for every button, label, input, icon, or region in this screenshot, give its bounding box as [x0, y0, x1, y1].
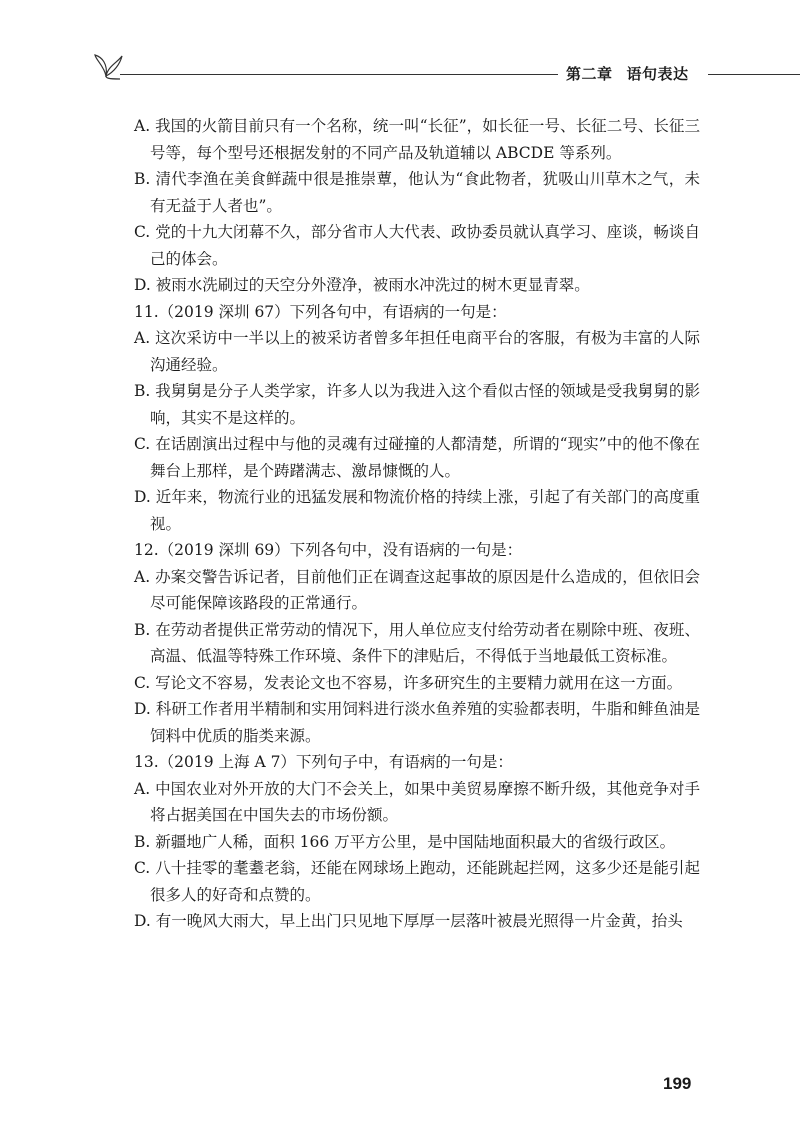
section-title: 语句表达 — [626, 65, 689, 83]
page-header — [0, 52, 800, 92]
option-item: A. 我国的火箭目前只有一个名称，统一叫“长征”，如长征一号、长征二号、长征三号等，每个型号还根据发射的不同产品及轨道辅以 ABCDE 等系列。 — [134, 117, 700, 162]
question-stem: 12.（2019 深圳 69）下列各句中，没有语病的一句是： — [134, 541, 523, 559]
leaf-sprout-icon — [92, 52, 132, 82]
page-content — [134, 113, 700, 935]
option-item: D. 科研工作者用半精制和实用饲料进行淡水鱼养殖的实验都表明，牛脂和鲱鱼油是饲料中优质的脂类来源。 — [134, 700, 700, 745]
option-item: B. 我舅舅是分子人类学家，许多人以为我进入这个看似古怪的领域是受我舅舅的影响，其实不是这样的。 — [134, 382, 700, 427]
option-item: D. 被雨水洗刷过的天空分外澄净，被雨水冲洗过的树木更显青翠。 — [134, 276, 590, 294]
option-item: C. 在话剧演出过程中与他的灵魂有过碰撞的人都清楚，所谓的“现实”中的他不像在舞台上那样，是个踌躇满志、激昂慷慨的人。 — [134, 435, 700, 480]
option-item: C. 八十挂零的耄耋老翁，还能在网球场上跑动，还能跳起拦网，这多少还是能引起很多人的好奇和点赞的。 — [134, 859, 700, 904]
option-item: C. 写论文不容易，发表论文也不容易，许多研究生的主要精力就用在这一方面。 — [134, 673, 683, 692]
header-rule-left — [120, 74, 558, 75]
page-number: 199 — [663, 1074, 692, 1093]
option-item: A. 这次采访中一半以上的被采访者曾多年担任电商平台的客服，有极为丰富的人际沟通经验。 — [134, 329, 700, 374]
option-item: D. 有一晚风大雨大，早上出门只见地下厚厚一层落叶被晨光照得一片金黄，抬头 — [134, 912, 683, 930]
option-item: A. 办案交警告诉记者，目前他们正在调查这起事故的原因是什么造成的，但依旧会尽可能保障该路段的正常通行。 — [134, 567, 700, 612]
header-rule-right — [708, 74, 800, 75]
option-item: D. 近年来，物流行业的迅猛发展和物流价格的持续上涨，引起了有关部门的高度重视。 — [134, 488, 700, 533]
option-item: B. 在劳动者提供正常劳动的情况下，用人单位应支付给劳动者在剔除中班、夜班、高温、低温等特殊工作环境、条件下的津贴后，不得低于当地最低工资标准。 — [134, 620, 700, 665]
chapter-number: 第二章 — [566, 65, 613, 83]
chapter-title — [566, 63, 689, 84]
question-stem: 11.（2019 深圳 67）下列各句中，有语病的一句是： — [134, 302, 507, 321]
option-item: C. 党的十九大闭幕不久，部分省市人大代表、政协委员就认真学习、座谈，畅谈自己的体会。 — [134, 223, 700, 268]
option-item: B. 清代李渔在美食鲜蔬中很是推崇蕈，他认为“食此物者，犹吸山川草木之气，未有无益于人者也”。 — [134, 170, 700, 215]
question-stem: 13.（2019 上海 A 7）下列句子中，有语病的一句是： — [134, 753, 513, 771]
option-item: A. 中国农业对外开放的大门不会关上，如果中美贸易摩擦不断升级，其他竞争对手将占据美国在中国失去的市场份额。 — [134, 779, 700, 824]
option-item: B. 新疆地广人稀，面积 166 万平方公里，是中国陆地面积最大的省级行政区。 — [134, 832, 676, 851]
